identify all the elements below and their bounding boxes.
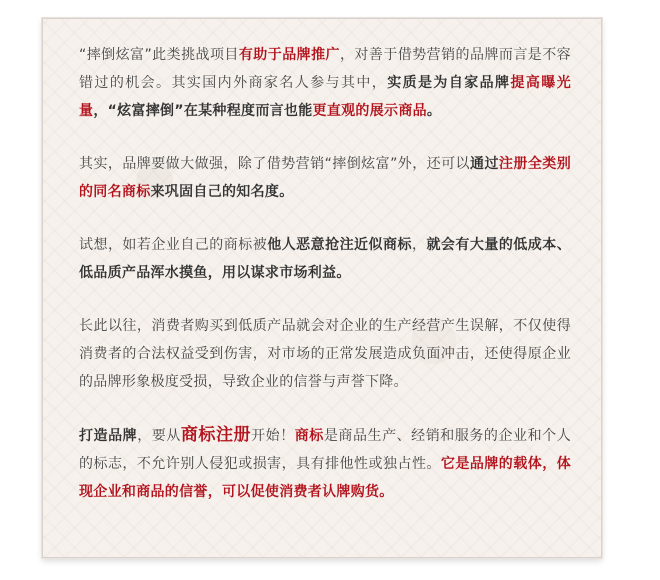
p5-text-2: 开始！	[251, 428, 295, 444]
p5-text-3: 是商品生产、经销和服务的企业和个人的标志，不允许别人侵犯或损害，具有排他性或独占性。	[79, 428, 571, 472]
p1-text-2: ，对善于借势营销的品牌而言是不容错过的机会。其实国内外商家名人参与其中，	[79, 47, 571, 91]
p1-text-1: “摔倒炫富”此类挑战项目	[79, 47, 239, 63]
p5-text-1: ，要从	[137, 428, 181, 444]
p3-text-2: ，	[411, 237, 427, 253]
p3-text-1: 试想，如若企业自己的商标被	[79, 237, 268, 253]
p1-bold-3: 。	[426, 103, 442, 119]
p1-highlight-brand-promotion: 有助于品牌推广	[238, 47, 340, 63]
p1-bold-2: ，“炫富摔倒”在某种程度而言也能	[93, 103, 313, 119]
p2-bold-1: 通过	[470, 156, 499, 172]
p1-bold-1: 实质是为自家品牌	[387, 75, 511, 91]
p1-highlight-exposure: 提高曝光量	[79, 75, 571, 119]
p5-highlight-carrier: 它是品牌的载体，体现企业和商品的信誉，可以促使消费者认牌购货。	[79, 456, 571, 500]
p1-highlight-display: 更直观的展示商品	[312, 103, 427, 119]
p2-text-1: 其实，品牌要做大做强，除了借势营销“摔倒炫富”外，还可以	[79, 156, 471, 172]
p5-bold-1: 打造品牌	[79, 428, 138, 444]
paragraph-3	[79, 231, 571, 287]
paragraph-1	[79, 41, 571, 125]
p3-bold-1: 他人恶意抢注近似商标	[267, 237, 412, 253]
p3-bold-2: 就会有大量的低成本、低品质产品浑水摸鱼，用以谋求市场利益。	[79, 237, 572, 281]
p4-text-1: 长此以往，消费者购买到低质产品就会对企业的生产经营产生误解，不仅使得消费者的合法权益受到伤害，对市场的正常发展造成负面冲击，还使得原企业的品牌形象极度受损，导致企业的信誉与声誉下降。	[79, 318, 571, 390]
paragraph-4	[79, 312, 571, 396]
p2-bold-2: 来巩固自己的知名度。	[150, 184, 294, 200]
paragraph-2	[79, 150, 571, 206]
paragraph-5	[79, 421, 571, 506]
p5-highlight-trademark: 商标	[294, 428, 324, 444]
p5-highlight-registration: 商标注册	[180, 425, 252, 445]
article-card	[42, 18, 602, 558]
p2-highlight-trademark: 注册全类别的同名商标	[79, 156, 572, 200]
